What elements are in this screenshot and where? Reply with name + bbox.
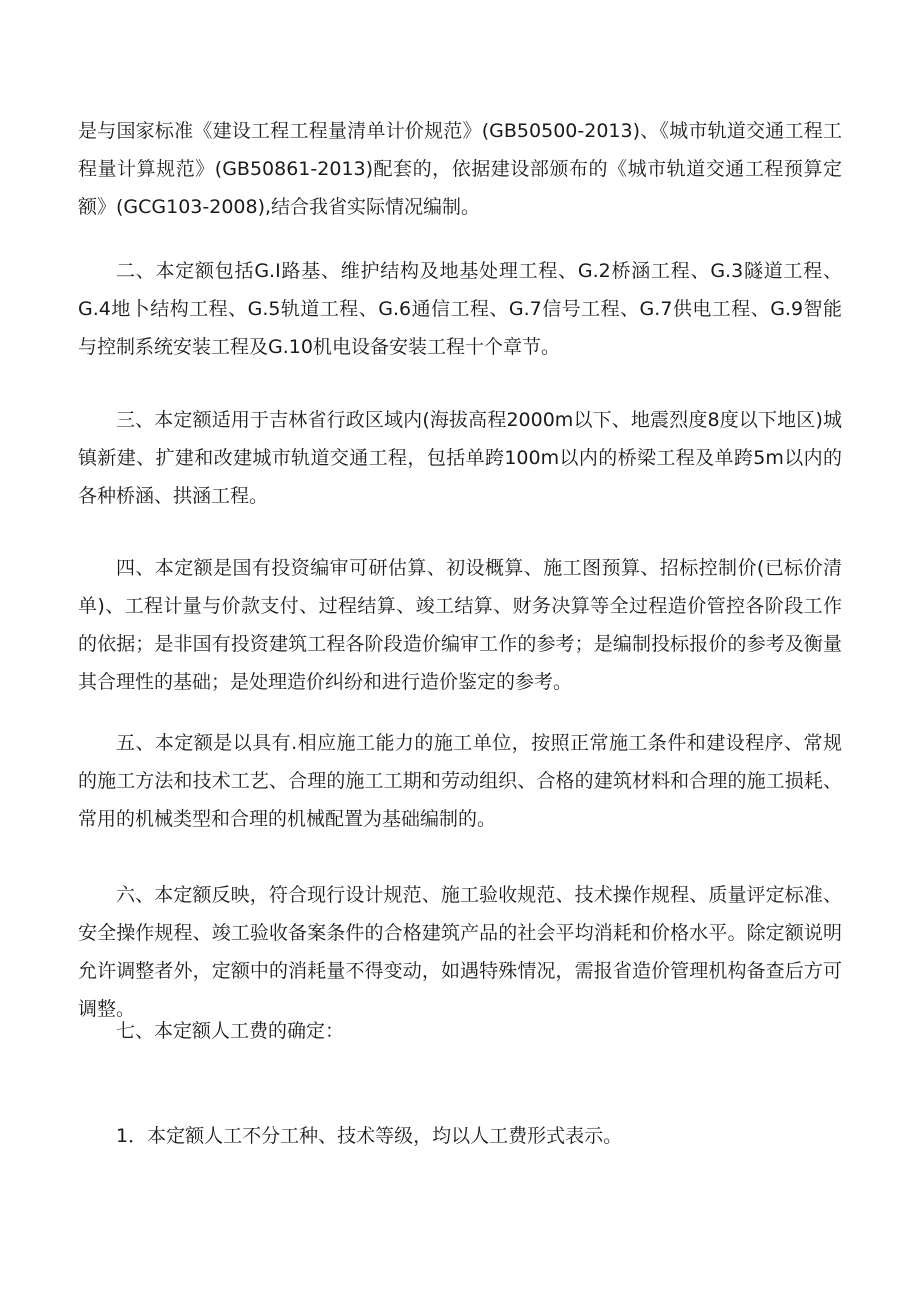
paragraph-scope: 三、本定额适用于吉林省行政区域内(海拔高程2000m以下、地震烈度8度以下地区)城镇新建、扩建和改建城市轨道交通工程，包括单跨100m以内的桥梁工程及单跨5m以内的各种桥涵、拱涵工程。 (78, 409, 842, 507)
paragraph-labor-cost-heading: 七、本定额人工费的确定： (116, 1020, 345, 1042)
paragraph-chapters: 二、本定额包括G.I路基、维护结构及地基处理工程、G.2桥涵工程、G.3隧道工程、G.4地卜结构工程、G.5轨道工程、G.6通信工程、G.7信号工程、G.7供电工程、G.9智能与控制系统安装工程及G.10机电设备安装工程十个章节。 (78, 260, 842, 358)
paragraph-usage: 四、本定额是国有投资编审可研估算、初设概算、施工图预算、招标控制价(已标价清单)、工程计量与价款支付、过程结算、竣工结算、财务决算等全过程造价管控各阶段工作的依据；是非国有投资建筑工程各阶段造价编审工作的参考；是编制投标报价的参考及衡量其合理性的基础；是处理造价纠纷和进行造价鉴定的参考。 (78, 557, 842, 693)
paragraph-consumption-level: 六、本定额反映，符合现行设计规范、施工验收规范、技术操作规程、质量评定标准、安全操作规程、竣工验收备案条件的合格建筑产品的社会平均消耗和价格水平。除定额说明允许调整者外，定额中的消耗量不得变动，如遇特殊情况，需报省造价管理机构备查后方可调整。 (78, 884, 842, 1020)
paragraph-standards-basis: 是与国家标准《建设工程工程量清单计价规范》(GB50500-2013)、《城市轨道交通工程工程量计算规范》(GB50861-2013)配套的，依据建设部颁布的《城市轨道交通工程预算定额》(GCG103-2008),结合我省实际情况编制。 (78, 120, 842, 218)
paragraph-basis-conditions: 五、本定额是以具有.相应施工能力的施工单位，按照正常施工条件和建设程序、常规的施工方法和技术工艺、合理的施工工期和劳动组织、合格的建筑材料和合理的施工损耗、常用的机械类型和合理的机械配置为基础编制的。 (78, 732, 842, 830)
paragraph-labor-cost-item-1: 1．本定额人工不分工种、技术等级，均以人工费形式表示。 (116, 1125, 623, 1147)
